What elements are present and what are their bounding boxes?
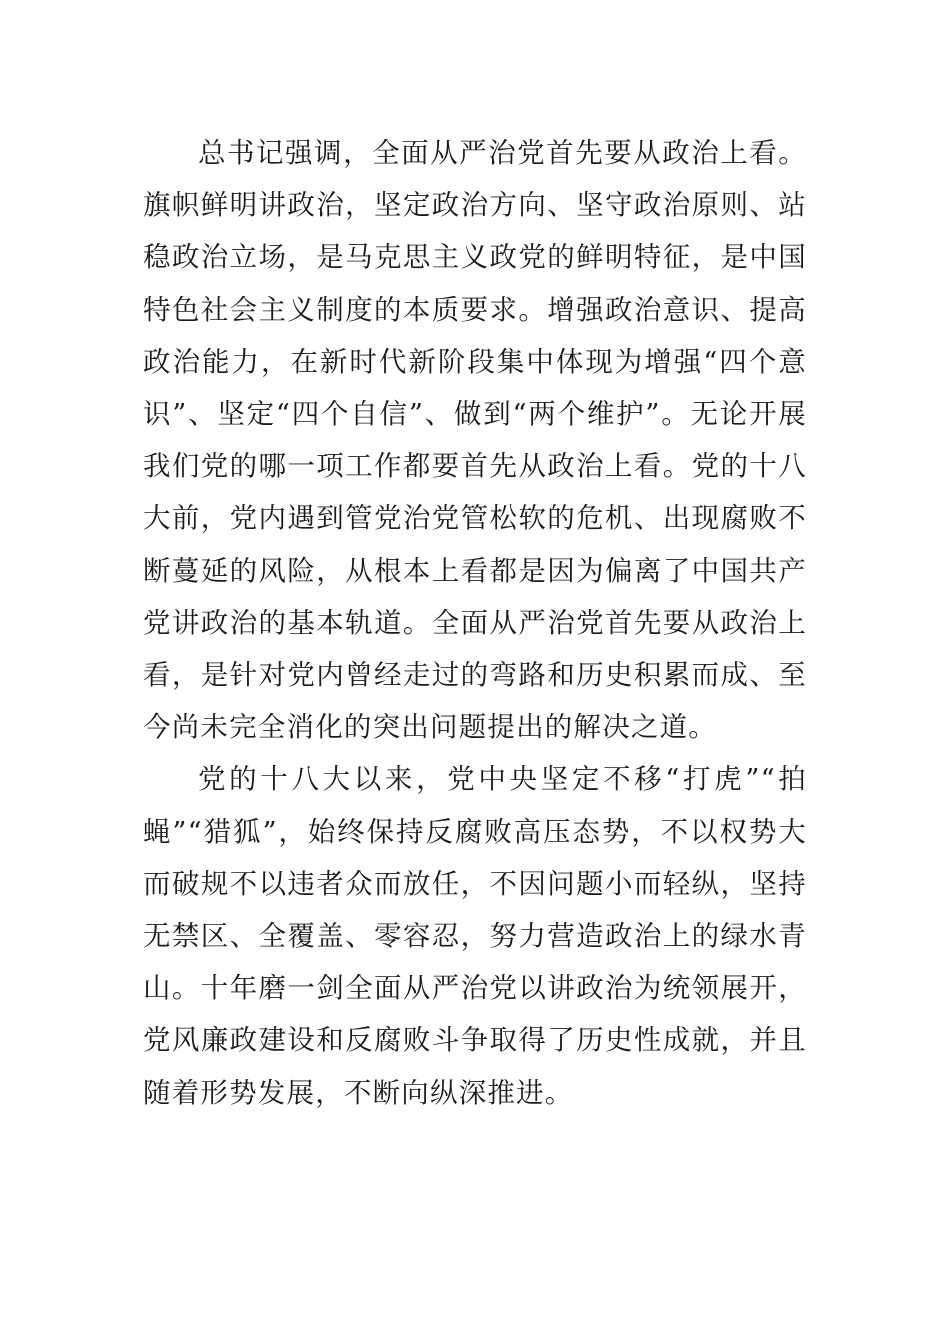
paragraph-1: 总书记强调，全面从严治党首先要从政治上看。旗帜鲜明讲政治，坚定政治方向、坚守政治原则、站稳政治立场，是马克思主义政党的鲜明特征，是中国特色社会主义制度的本质要求。增强政治意识、提高政治能力，在新时代新阶段集中体现为增强“四个意识”、坚定“四个自信”、做到“两个维护”。无论开展我们党的哪一项工作都要首先从政治上看。党的十八大前，党内遇到管党治党管松软的危机、出现腐败不断蔓延的风险，从根本上看都是因为偏离了中国共产党讲政治的基本轨道。全面从严治党首先要从政治上看，是针对党内曾经走过的弯路和历史积累而成、至今尚未完全消化的突出问题提出的解决之道。 [143, 137, 807, 744]
document-body [143, 127, 807, 1119]
paragraph-2: 党的十八大以来，党中央坚定不移“打虎”“拍蝇”“猎狐”，始终保持反腐败高压态势，不以权势大而破规不以违者众而放任，不因问题小而轻纵，坚持无禁区、全覆盖、零容忍，努力营造政治上的绿水青山。十年磨一剑全面从严治党以讲政治为统领展开，党风廉政建设和反腐败斗争取得了历史性成就，并且随着形势发展，不断向纵深推进。 [143, 763, 807, 1109]
